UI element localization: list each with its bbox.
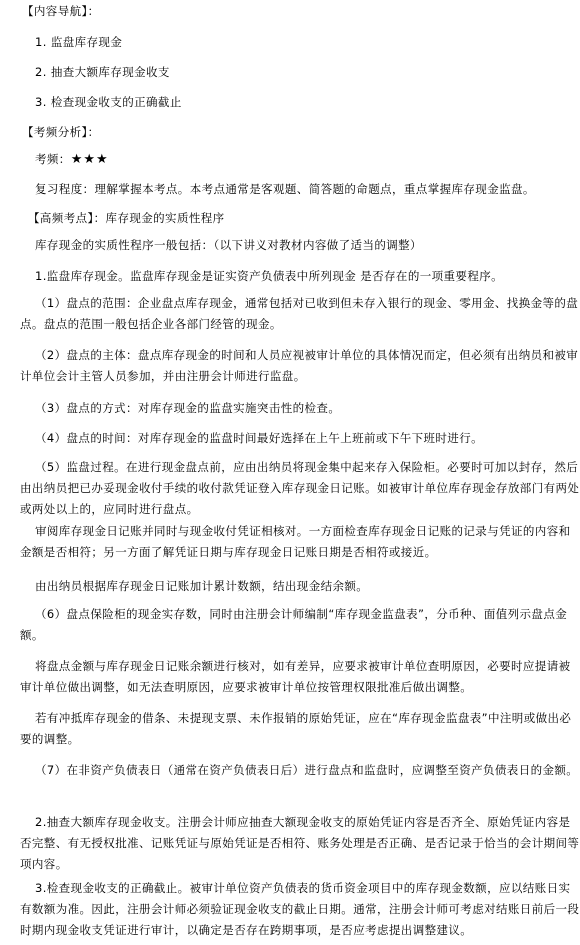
paragraph-1-7: （7）在非资产负债表日（通常在资产负债表日后）进行盘点和监盘时，应调整至资产负债表日的金额。 — [35, 763, 579, 777]
analysis-title: 【考频分析】： — [22, 125, 100, 139]
nav-item-3: 3. 检查现金收支的正确截止 — [35, 95, 182, 109]
paragraph-1-6: （6）盘点保险柜的现金实存数，同时由注册会计师编制“库存现金监盘表”，分币种、面值列示盘点金额。 — [20, 607, 568, 642]
paragraph-1: 1.监盘库存现金。监盘库存现金是证实资产负债表中所列现金 是否存在的一项重要程序。 — [35, 269, 504, 283]
frequency-label: 考频： — [35, 152, 71, 166]
intro-text: 库存现金的实质性程序一般包括：（以下讲义对教材内容做了适当的调整） — [35, 238, 422, 252]
paragraph-1-2: （2）盘点的主体：盘点库存现金的时间和人员应视被审计单位的具体情况而定，但必须有出纳员和被审计单位会计主管人员参加，并由注册会计师进行监盘。 — [20, 348, 579, 383]
review-text: 复习程度：理解掌握本考点。本考点通常是客观题、简答题的命题点，重点掌握库存现金监盘。 — [35, 182, 535, 196]
paragraph-1-6b: 将盘点金额与库存现金日记账余额进行核对，如有差异，应要求被审计单位查明原因，必要时应提请被审计单位做出调整，如无法查明原因，应要求被审计单位按管理权限批准后做出调整。 — [20, 659, 571, 694]
paragraph-2: 2.抽查大额库存现金收支。注册会计师应抽查大额现金收支的原始凭证内容是否齐全、原始凭证内容是否完整、有无授权批准、记账凭证与原始凭证是否相符、账务处理是否正确、是否记录于恰当的会计期间等项内容。 — [20, 815, 580, 871]
paragraph-1-5c: 由出纳员根据库存现金日记账加计累计数额，结出现金结余额。 — [35, 579, 369, 593]
frequency-row — [35, 151, 580, 167]
paragraph-3: 3.检查现金收支的正确截止。被审计单位资产负债表的货币资金项目中的库存现金数额，应以结账日实有数额为准。因此，注册会计师必须验证现金收支的截止日期。通常，注册会计师可考虑对结账日前后一段时期内现金收支凭证进行审计，以确定是否存在跨期事项，是否应考虑提出调整建议。 — [20, 881, 580, 937]
paragraph-1-4: （4）盘点的时间：对库存现金的监盘时间最好选择在上午上班前或下午下班时进行。 — [35, 431, 484, 445]
paragraph-1-3: （3）盘点的方式：对库存现金的监盘实施突击性的检查。 — [35, 401, 341, 415]
paragraph-1-6c: 若有冲抵库存现金的借条、未提现支票、未作报销的原始凭证，应在“库存现金监盘表”中注明或做出必要的调整。 — [20, 711, 572, 746]
hot-title: 【高频考点】：库存现金的实质性程序 — [28, 211, 225, 225]
paragraph-1-5: （5）监盘过程。在进行现金盘点前，应由出纳员将现金集中起来存入保险柜。必要时可加以封存，然后由出纳员把已办妥现金收付手续的收付款凭证登入库存现金日记账。如被审计单位库存现金存放部门有两处或两处以上的，应同时进行盘点。 — [20, 460, 580, 516]
nav-title: 【内容导航】： — [22, 4, 100, 18]
paragraph-1-5b: 审阅库存现金日记账并同时与现金收付凭证相核对。一方面检查库存现金日记账的记录与凭证的内容和金额是否相符；另一方面了解凭证日期与库存现金日记账日期是否相符或接近。 — [20, 524, 571, 559]
frequency-stars: ★★★ — [70, 152, 109, 167]
nav-item-2: 2. 抽查大额库存现金收支 — [35, 65, 170, 79]
nav-item-1: 1. 监盘库存现金 — [35, 35, 123, 49]
paragraph-1-1: （1）盘点的范围：企业盘点库存现金，通常包括对已收到但未存入银行的现金、零用金、找换金等的盘点。盘点的范围一般包括企业各部门经管的现金。 — [20, 296, 579, 331]
